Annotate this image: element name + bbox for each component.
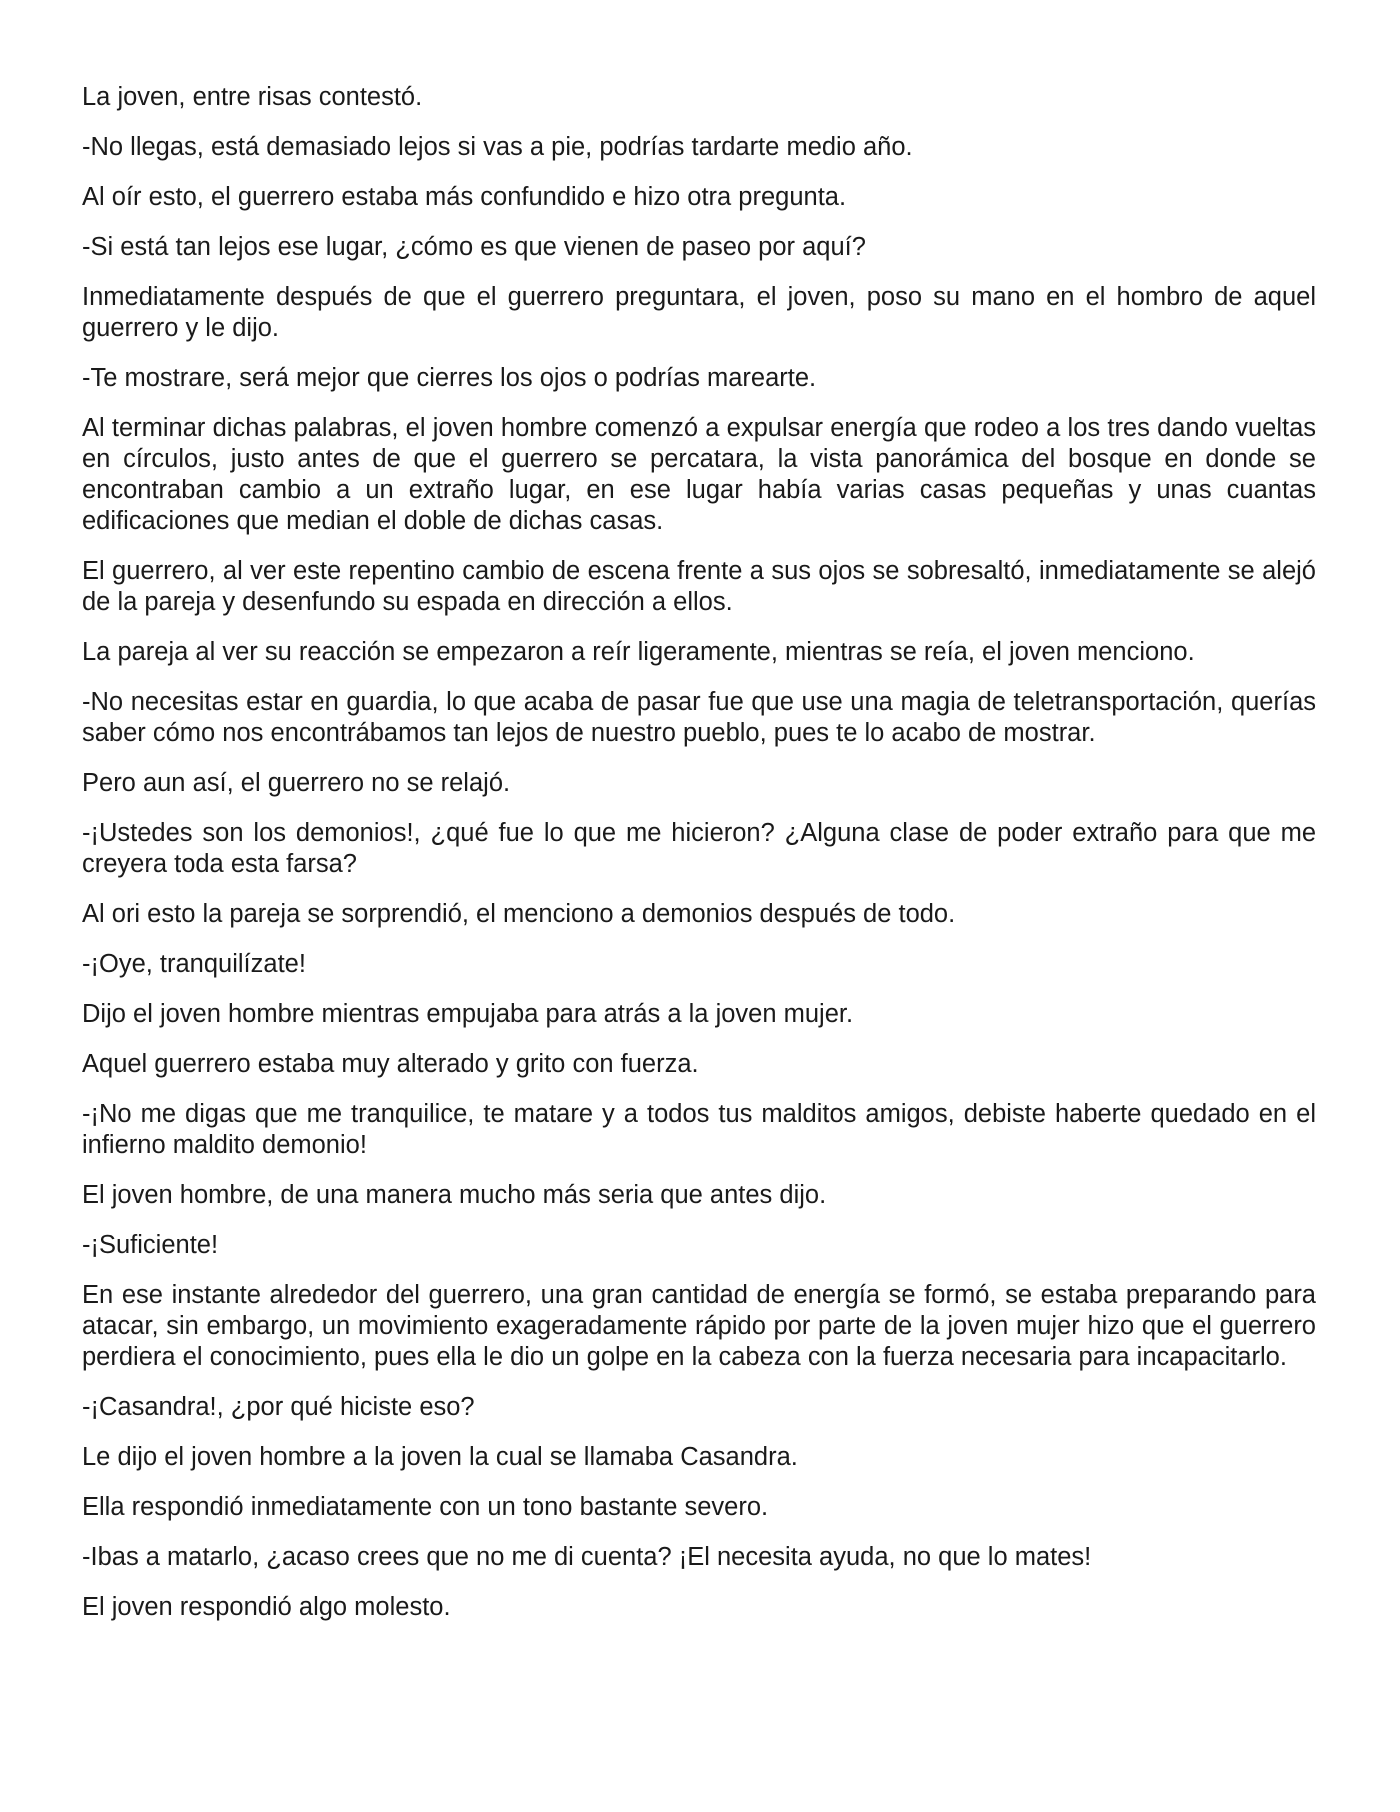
paragraph: -¡Suficiente! [82, 1231, 219, 1259]
paragraph: -Si está tan lejos ese lugar, ¿cómo es que vienen de paseo por aquí? [82, 233, 866, 261]
paragraph: Al ori esto la pareja se sorprendió, el menciono a demonios después de todo. [82, 900, 956, 928]
document-page [82, 82, 1316, 1642]
paragraph: -¡Ustedes son los demonios!, ¿qué fue lo que me hicieron? ¿Alguna clase de poder extraño para que me creyera toda esta farsa? [82, 819, 1316, 878]
paragraph: Al oír esto, el guerrero estaba más confundido e hizo otra pregunta. [82, 183, 847, 211]
paragraph: Inmediatamente después de que el guerrero preguntara, el joven, poso su mano en el hombro de aquel guerrero y le dijo. [82, 283, 1316, 342]
paragraph: Dijo el joven hombre mientras empujaba para atrás a la joven mujer. [82, 1000, 854, 1028]
paragraph: La pareja al ver su reacción se empezaron a reír ligeramente, mientras se reía, el joven menciono. [82, 638, 1195, 666]
paragraph: -¡Casandra!, ¿por qué hiciste eso? [82, 1393, 475, 1421]
paragraph: Aquel guerrero estaba muy alterado y grito con fuerza. [82, 1050, 699, 1078]
paragraph: -¡No me digas que me tranquilice, te matare y a todos tus malditos amigos, debiste haberte quedado en el infierno maldito demonio! [82, 1100, 1316, 1159]
paragraph: El joven respondió algo molesto. [82, 1593, 451, 1621]
paragraph: En ese instante alrededor del guerrero, una gran cantidad de energía se formó, se estaba preparando para atacar, sin embargo, un movimiento exageradamente rápido por parte de la joven mujer hizo que el guerrero perdiera el conocimiento, pues ella le dio un golpe en la cabeza con la fuerza necesaria para incapacitarlo. [82, 1281, 1316, 1371]
paragraph: El joven hombre, de una manera mucho más seria que antes dijo. [82, 1181, 827, 1209]
paragraph: Al terminar dichas palabras, el joven hombre comenzó a expulsar energía que rodeo a los tres dando vueltas en círculos, justo antes de que el guerrero se percatara, la vista panorámica del bosque en donde se encontraban cambio a un extraño lugar, en ese lugar había varias casas pequeñas y unas cuantas edificaciones que median el doble de dichas casas. [82, 414, 1316, 535]
paragraph: Ella respondió inmediatamente con un tono bastante severo. [82, 1493, 769, 1521]
paragraph: El guerrero, al ver este repentino cambio de escena frente a sus ojos se sobresaltó, inmediatamente se alejó de la pareja y desenfundo su espada en dirección a ellos. [82, 557, 1316, 616]
paragraph: Pero aun así, el guerrero no se relajó. [82, 769, 511, 797]
paragraph: -No llegas, está demasiado lejos si vas a pie, podrías tardarte medio año. [82, 133, 913, 161]
paragraph: -Te mostrare, será mejor que cierres los ojos o podrías marearte. [82, 364, 817, 392]
paragraph: La joven, entre risas contestó. [82, 83, 423, 111]
paragraph: -¡Oye, tranquilízate! [82, 950, 306, 978]
paragraph: -No necesitas estar en guardia, lo que acaba de pasar fue que use una magia de teletransportación, querías saber cómo nos encontrábamos tan lejos de nuestro pueblo, pues te lo acabo de mostrar. [82, 688, 1316, 747]
paragraph: -Ibas a matarlo, ¿acaso crees que no me di cuenta? ¡El necesita ayuda, no que lo mates! [82, 1543, 1092, 1571]
paragraph: Le dijo el joven hombre a la joven la cual se llamaba Casandra. [82, 1443, 798, 1471]
